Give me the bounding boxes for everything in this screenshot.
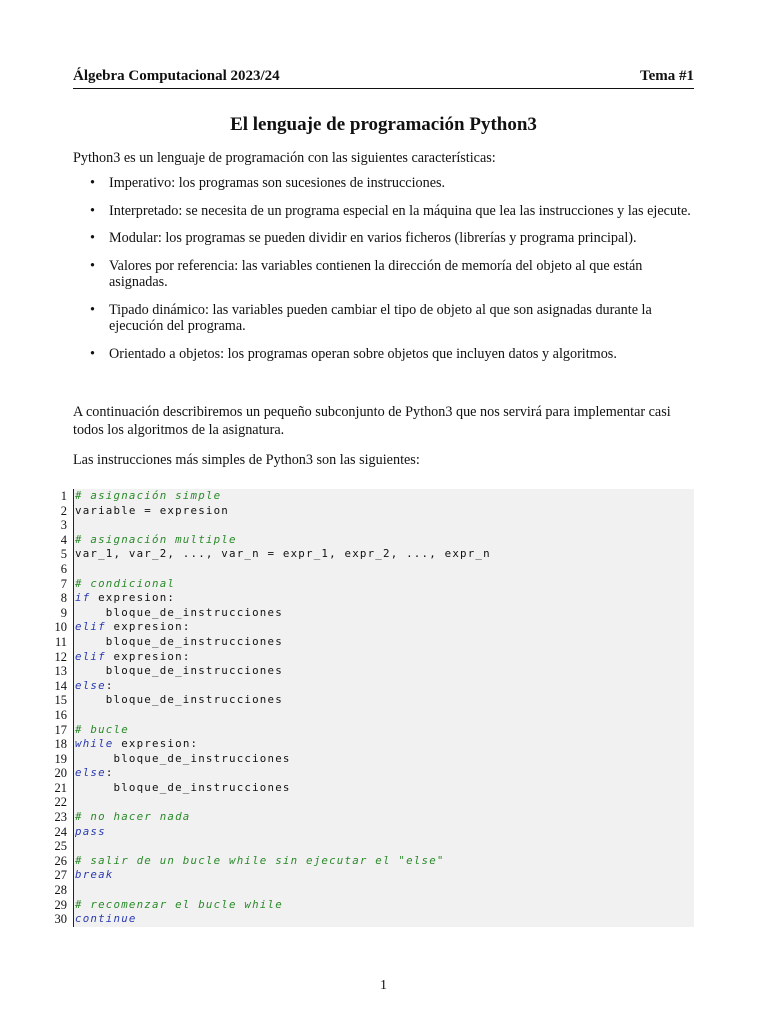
code-line <box>54 664 694 679</box>
code-text: bloque_de_instrucciones <box>75 634 283 648</box>
code-line <box>60 503 694 519</box>
code-text: bloque_de_instrucciones <box>75 605 283 619</box>
code-line <box>54 912 694 927</box>
code-comment: # no hacer nada <box>75 810 191 824</box>
line-number: 14 <box>54 678 67 693</box>
feature-item <box>73 203 694 220</box>
bullet-icon: • <box>90 230 95 246</box>
line-number: 30 <box>54 912 67 927</box>
line-number: 25 <box>54 839 67 854</box>
code-keyword: pass <box>75 824 106 838</box>
course-title: Álgebra Computacional 2023/24 <box>73 68 280 84</box>
code-text <box>75 679 114 694</box>
code-line <box>54 795 694 810</box>
code-line <box>54 693 694 708</box>
code-line <box>54 737 694 752</box>
code-text <box>75 912 137 927</box>
code-keyword: else <box>75 678 106 692</box>
code-line <box>60 591 694 606</box>
code-rest: : <box>105 766 114 780</box>
feature-item <box>73 258 694 291</box>
line-number: 22 <box>54 795 67 810</box>
code-line <box>60 561 694 577</box>
topic-label: Tema #1 <box>639 68 694 84</box>
code-line <box>60 547 694 562</box>
code-keyword: else <box>75 766 106 780</box>
code-keyword: continue <box>75 912 137 926</box>
code-comment: # asignación multiple <box>75 532 237 546</box>
line-number: 21 <box>54 780 67 795</box>
simple-instructions-paragraph: Las instrucciones más simples de Python3 son las siguientes: <box>73 452 420 468</box>
code-rest: expresion: <box>90 591 176 605</box>
code-line <box>54 751 694 767</box>
code-listing <box>54 489 694 927</box>
line-number: 7 <box>60 576 67 591</box>
line-number: 3 <box>60 518 67 533</box>
line-number: 28 <box>54 883 67 898</box>
feature-text: Valores por referencia: las variables contienen la dirección de memoría del objeto al que están asignadas. <box>109 257 643 290</box>
code-keyword: if <box>75 591 91 605</box>
features-list <box>73 175 694 373</box>
code-line <box>54 853 694 869</box>
line-number: 2 <box>60 503 67 518</box>
code-keyword: elif <box>75 649 106 663</box>
code-keyword: break <box>75 868 114 882</box>
code-line <box>54 780 694 796</box>
line-number: 9 <box>60 605 67 620</box>
code-comment: # bucle <box>75 722 129 736</box>
code-line <box>54 868 694 883</box>
bullet-icon: • <box>90 257 95 274</box>
code-line <box>54 722 694 738</box>
line-number: 24 <box>54 824 67 839</box>
code-keyword: elif <box>75 620 106 634</box>
code-line <box>54 883 694 898</box>
code-line <box>54 678 694 694</box>
code-line <box>54 839 694 854</box>
feature-item <box>73 230 694 247</box>
line-number: 6 <box>60 561 67 576</box>
line-number: 15 <box>54 693 67 708</box>
code-text: bloque_de_instrucciones <box>75 780 291 794</box>
code-text <box>75 650 191 665</box>
document-page <box>54 0 694 1024</box>
code-rest: expresion: <box>113 737 199 751</box>
code-line <box>54 707 694 723</box>
code-comment: # condicional <box>75 576 176 590</box>
line-number: 12 <box>54 649 67 664</box>
line-number: 26 <box>54 853 67 868</box>
feature-item <box>73 302 694 335</box>
code-comment: # asignación simple <box>75 489 222 502</box>
line-number: 1 <box>60 489 67 503</box>
feature-text: Modular: los programas se pueden dividir en varios ficheros (librerías y programa principal). <box>109 230 637 246</box>
line-number: 10 <box>54 620 67 635</box>
code-text <box>75 591 175 606</box>
code-text: bloque_de_instrucciones <box>75 751 291 765</box>
section-title: El lenguaje de programación Python3 <box>230 114 537 135</box>
line-number: 5 <box>60 547 67 562</box>
code-text <box>75 737 198 752</box>
code-line <box>60 532 694 548</box>
line-number: 16 <box>54 707 67 722</box>
line-number: 18 <box>54 737 67 752</box>
code-text <box>75 620 191 635</box>
line-number: 23 <box>54 810 67 825</box>
intro-paragraph: Python3 es un lenguaje de programación con las siguientes características: <box>73 150 496 166</box>
code-line <box>60 518 694 533</box>
code-text <box>75 868 114 883</box>
line-number: 4 <box>60 532 67 547</box>
code-rest: : <box>105 678 114 692</box>
page-number: 1 <box>380 978 387 993</box>
feature-text: Interpretado: se necesita de un programa especial en la máquina que lea las instrucciones y las ejecute. <box>109 202 691 219</box>
code-text: bloque_de_instrucciones <box>75 693 283 707</box>
code-line <box>54 634 694 650</box>
code-text <box>75 825 106 840</box>
code-text: var_1, var_2, ..., var_n = expr_1, expr_2, ..., expr_n <box>75 547 491 561</box>
line-number: 20 <box>54 766 67 781</box>
line-number: 11 <box>54 634 67 649</box>
feature-text: Imperativo: los programas son sucesiones de instrucciones. <box>109 175 446 191</box>
code-line <box>60 489 694 504</box>
line-number: 13 <box>54 664 67 679</box>
line-number: 8 <box>60 591 67 606</box>
bullet-icon: • <box>90 345 95 362</box>
feature-text: Orientado a objetos: los programas operan sobre objetos que incluyen datos y algoritmos. <box>109 345 617 362</box>
bullet-icon: • <box>90 175 95 191</box>
feature-text: Tipado dinámico: las variables pueden cambiar el tipo de objeto al que son asignadas durante la ejecución del programa. <box>109 301 652 334</box>
code-line <box>54 897 694 913</box>
bullet-icon: • <box>90 202 95 219</box>
code-comment: # recomenzar el bucle while <box>75 897 283 911</box>
page-header <box>73 66 694 89</box>
code-rest: expresion: <box>105 620 191 634</box>
code-line <box>54 766 694 781</box>
line-number: 27 <box>54 868 67 883</box>
code-text <box>75 766 114 781</box>
line-number: 17 <box>54 722 67 737</box>
feature-item <box>73 346 694 363</box>
feature-item <box>73 175 694 192</box>
code-rest: expresion: <box>105 649 191 663</box>
code-line <box>54 620 694 635</box>
code-line <box>54 649 694 665</box>
code-line <box>60 605 694 621</box>
code-text: bloque_de_instrucciones <box>75 664 283 678</box>
code-line <box>54 824 694 840</box>
code-text: variable = expresion <box>75 503 230 517</box>
bullet-icon: • <box>90 301 95 318</box>
code-line <box>54 810 694 825</box>
line-number: 29 <box>54 897 67 912</box>
line-number: 19 <box>54 751 67 766</box>
continuation-paragraph: A continuación describiremos un pequeño subconjunto de Python3 que nos servirá para implementar casi todos los algoritmos de la asignatura. <box>73 404 671 438</box>
code-line <box>60 576 694 592</box>
code-comment: # salir de un bucle while sin ejecutar el "else" <box>75 853 445 867</box>
code-keyword: while <box>75 737 114 751</box>
